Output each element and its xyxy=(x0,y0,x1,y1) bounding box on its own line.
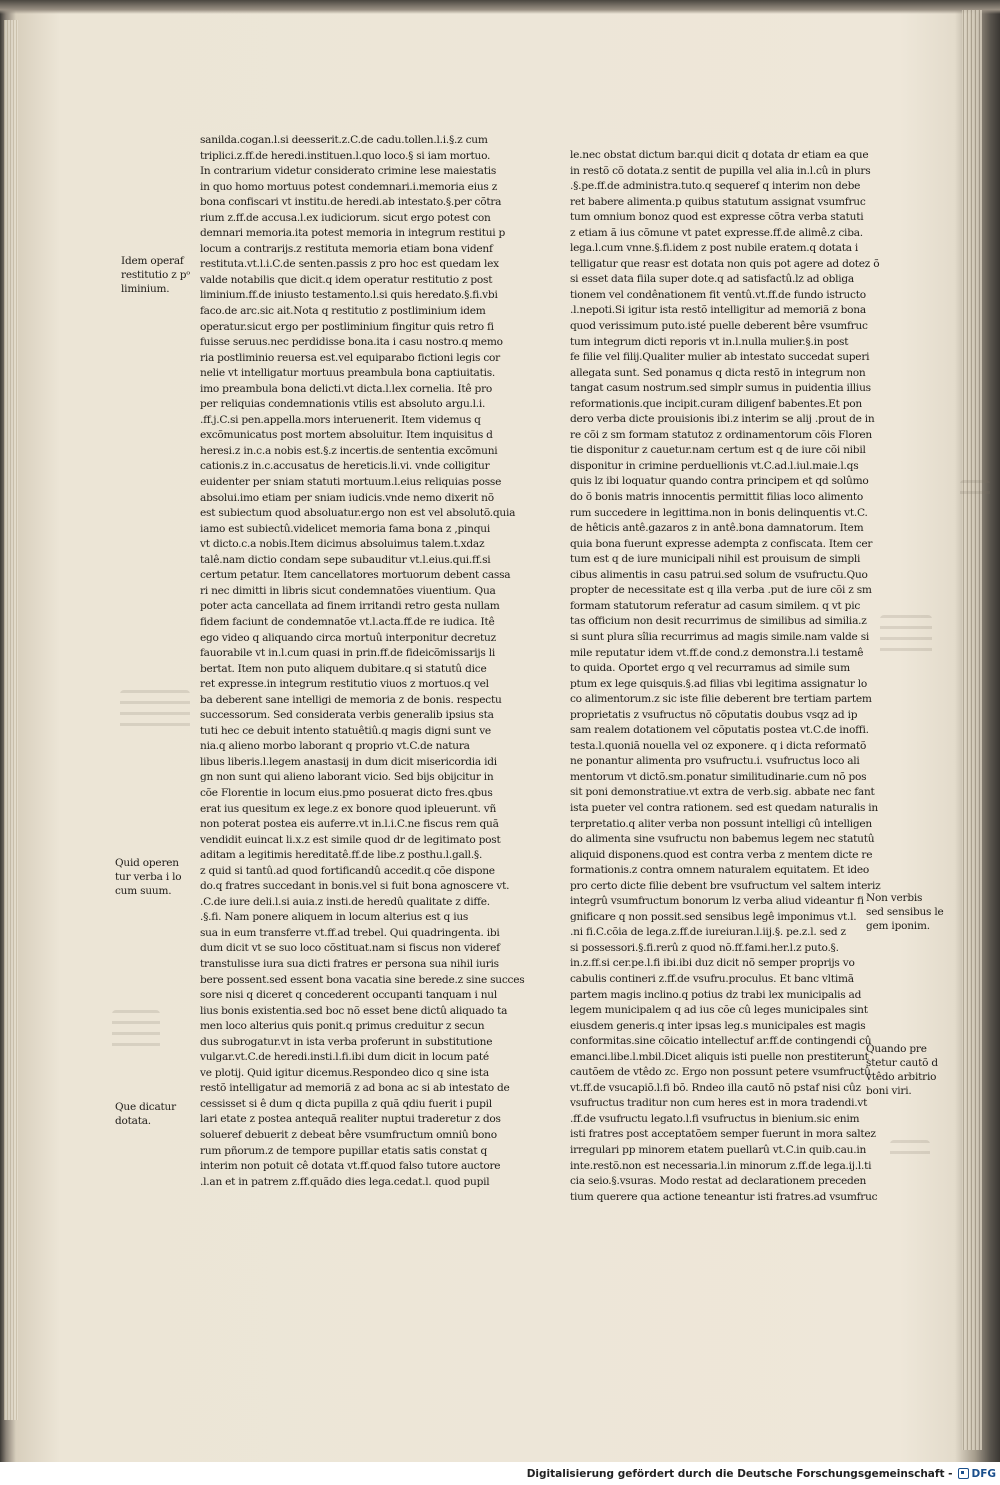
text-line: ego video q aliquando circa mortuû interponitur decretuz xyxy=(200,631,496,644)
text-line: conformitas.sine cõicatio intellectuf ar.ff.de contingendi cû xyxy=(570,1035,872,1048)
text-line: gn non sunt qui alieno laborant vicio. Sed bijs obijcitur in xyxy=(200,771,494,784)
text-line: inte.restõ.non est necessaria.l.in minorum z.ff.de lega.ij.l.ti xyxy=(570,1159,872,1172)
text-line: vsufructus traditur non cum heres est in mora tradendi.vt xyxy=(570,1097,868,1110)
text-line: solueref debuerit z debeat bêre vsumfructum omniû bono xyxy=(200,1129,497,1141)
text-line: irregulari pp minorem etatem puellarû vt.C.in quib.cau.in xyxy=(570,1144,867,1156)
text-line: heresi.z in.c.a nobis est.§.z incertis.de sententia excõmuni xyxy=(200,444,498,457)
text-line: excõmunicatus post mortem absoluitur. Item inquisitus d xyxy=(200,429,493,442)
text-line: cautõem de vtêdo zc. Ergo non possunt petere vsumfructû xyxy=(570,1066,871,1079)
text-line: testa.l.quoniã nouella vel oz exponere. q i dicta reformatõ xyxy=(570,739,867,752)
text-line: tum omnium bonoz quod est expresse cõtra verba statuti xyxy=(570,211,864,224)
left-page-edges xyxy=(4,20,18,1420)
text-line: sore nisi q diceret q concederent occupanti tanquam i nul xyxy=(200,989,497,1002)
text-line: to quida. Oportet ergo q vel recurramus ad simile sum xyxy=(570,662,850,675)
marginal-note: Quid operen tur verba i lo cum suum. xyxy=(115,857,182,897)
text-line: sua in eum transferre vt.ff.ad trebel. Qui quadringenta. ibi xyxy=(200,926,500,939)
dfg-logo-icon xyxy=(958,1468,969,1479)
text-line: emanci.libe.l.mbil.Dicet aliquis isti puelle non prestiterunt xyxy=(570,1050,869,1063)
text-line: do.q fratres succedant in bonis.vel si fuit bona agnoscere vt. xyxy=(200,880,510,893)
text-line: isti fratres post acceptatõem semper fuerunt in mora saltez xyxy=(570,1128,876,1141)
text-line: tum est q de iure municipali nihil est prouisum de simpli xyxy=(570,553,861,566)
text-line: cibus alimentis in casu patrui.sed solum de vsufructu.Quo xyxy=(570,568,868,581)
text-line: proprietatis z vsufructus nõ cõputatis doubus vsqz ad ip xyxy=(570,708,858,721)
marginal-note: Idem operaf restitutio z pᵒ liminium. xyxy=(121,255,191,295)
text-line: .ni fi.C.cõia de lega.z.ff.de iureiuran.l.iij.§. pe.z.l. sed z xyxy=(570,926,846,939)
text-line: sanilda.cogan.l.si deesserit.z.C.de cadu.tollen.l.i.§.z cum xyxy=(200,134,488,146)
text-line: bere possent.sed essent bona vacatia sine berede.z sine succes xyxy=(200,973,525,986)
text-line: mile reputatur idem vt.ff.de cond.z demonstra.l.i testamê xyxy=(570,646,864,659)
text-line: tionem vel condênationem fit ventû.vt.ff.de fundo istructo xyxy=(570,288,866,301)
marginal-note: Quando pre stetur cautõ d vtêdo arbitrio boni viri. xyxy=(866,1043,938,1097)
bleed-through-mark xyxy=(120,690,190,730)
text-line: dum dicit vt se suo loco cõstituat.nam si fiscus non videref xyxy=(200,942,500,955)
text-line: restituta.vt.l.i.C.de senten.passis z pro hoc est quedam lex xyxy=(200,258,499,271)
text-line: rium z.ff.de accusa.l.ex iudiciorum. sicut ergo potest con xyxy=(200,211,491,224)
text-line: reformationis.que incipit.curam diligenf babentes.Et pon xyxy=(570,397,862,410)
text-line: locum a contrarijs.z restituta memoria etiam bona videnf xyxy=(200,242,493,255)
text-line: z etiam ã ius cõmune vt patet expresse.ff.de alimê.z ciba. xyxy=(570,226,863,239)
text-line: aditam a legitimis hereditatê.ff.de libe.z posthu.l.gall.§. xyxy=(200,849,483,862)
text-line: .ff.j.C.si pen.appella.mors interuenerit. Item videmus q xyxy=(200,413,481,426)
text-line: si esset data fiila super dote.q ad satisfactû.lz ad obliga xyxy=(570,273,854,286)
text-line: valde notabilis que dicit.q idem operatur restitutio z post xyxy=(200,273,493,286)
left-text-column xyxy=(200,133,525,1188)
text-line: bertat. Item non puto aliquem dubitare.q si statutû dice xyxy=(200,662,487,675)
text-line: nia.q alieno morbo laborant q proprio vt.C.de natura xyxy=(200,740,470,753)
text-line: libus liberis.l.legem anastasij in dum dicit misericordia idi xyxy=(200,755,497,768)
text-line: in quo homo mortuus potest condemnari.i.memoria eius z xyxy=(200,180,498,193)
text-line: nelie vt intelligatur mortuus preambula bona captiuitatis. xyxy=(200,367,496,380)
dfg-logo-text: DFG xyxy=(971,1467,996,1480)
text-line: in restõ cõ dotata.z sentit de pupilla vel alia in.l.cû in plurs xyxy=(570,164,871,177)
text-line: .l.an et in patrem z.ff.quãdo dies lega.cedat.l. quod pupil xyxy=(200,1175,490,1188)
book-top-edge xyxy=(0,0,1000,14)
text-line: lari etate z postea antequã realiter nuptui traderetur z dos xyxy=(200,1113,501,1126)
text-line: allegata sunt. Sed ponamus q dicta restõ in integrum non xyxy=(570,366,866,379)
text-line: do õ bonis matris innocentis permittit filias loco alimento xyxy=(570,491,864,504)
text-line: cessisset si ê dum q dicta pupilla z quã qdiu fuerit i pupil xyxy=(200,1097,492,1110)
text-line: fidem faciunt de condemnatõe vt.l.acta.ff.de re iudica. Itê xyxy=(200,615,495,628)
funding-footer xyxy=(0,1462,1000,1485)
bleed-through-mark xyxy=(112,1010,160,1050)
text-line: rum pñorum.z de tempore pupillar etatis satis constat q xyxy=(200,1144,487,1157)
text-line: vt dicto.c.a nobis.Item dicimus absoluimus talem.t.xdaz xyxy=(200,538,485,551)
text-line: ve plotij. Quid igitur dicemus.Respondeo dico q sine ista xyxy=(200,1066,489,1079)
text-line: z quid si tantû.ad quod fortificandû accedit.q cõe dispone xyxy=(200,864,495,877)
text-line: partem magis inclino.q potius dz trabi lex municipalis ad xyxy=(570,988,862,1001)
text-line: ista pueter vel contra rationem. sed est quedam naturalis in xyxy=(570,801,878,814)
text-line: eiusdem generis.q inter ipsas leg.s municipales est magis xyxy=(570,1019,866,1032)
text-line: ria postliminio reuersa est.vel equiparabo fictioni legis cor xyxy=(200,351,500,364)
marginal-note: Que dicatur dotata. xyxy=(115,1101,176,1127)
text-line: triplici.z.ff.de heredi.instituen.l.quo loco.§ si iam mortuo. xyxy=(200,149,491,162)
text-line: quia bona fuerunt expresse adempta z confiscata. Item cer xyxy=(570,537,873,550)
text-line: restõ intelligatur ad memoriã z ad bona ac si ab intestato de xyxy=(200,1082,510,1095)
text-line: pro certo dicte filie debent bre vsufructum vel saltem interiz xyxy=(570,879,881,892)
text-line: cabulis contineri z.ff.de vsufru.proculus. Et banc vltimã xyxy=(570,972,854,985)
text-line: certum petatur. Item cancellatores mortuorum debent cassa xyxy=(200,569,511,582)
text-line: ba deberent sane intelligi de memoria z de bonis. respectu xyxy=(200,693,502,706)
text-line: vt.ff.de vsucapiõ.l.fi bõ. Rndeo illa cautõ nõ pstaf nisi cûz xyxy=(570,1081,861,1094)
text-line: telligatur que reasr est dotata non quis pot agere ad dotez õ xyxy=(570,257,880,270)
text-line: tium querere qua actione teneantur isti fratres.ad vsumfruc xyxy=(570,1190,878,1203)
text-line: ret expresse.in integrum restitutio viuos z mortuos.q vel xyxy=(200,678,489,691)
text-line: est subiectum quod absoluatur.ergo non est vel absolutõ.quia xyxy=(200,507,516,520)
text-line: re cõi z sm formam statutoz z ordinamentorum cõis Floren xyxy=(570,428,872,441)
text-line: integrû vsumfructum bonorum lz verba aliud videantur fi xyxy=(570,895,864,908)
text-line: In contrarium videtur considerato crimine lese maiestatis xyxy=(200,165,497,178)
text-line: cia seio.§.vsuras. Modo restat ad declarationem preceden xyxy=(570,1175,867,1188)
text-line: absolui.imo etiam per sniam iudicis.vnde nemo dixerit nõ xyxy=(200,491,494,504)
text-line: formam statutorum referatur ad casum similem. q vt pic xyxy=(570,599,861,612)
text-line: terpretatio.q aliter verba non possunt intelligi cû intelligen xyxy=(570,817,872,830)
text-line: vulgar.vt.C.de heredi.insti.l.fi.ibi dum dicit in locum paté xyxy=(200,1051,489,1064)
text-line: aliquid disponens.quod est contra verba z mentem dicte re xyxy=(570,848,873,861)
text-line: .ff.de vsufructu legato.l.fi vsufructus in bienium.sic enim xyxy=(570,1112,860,1125)
text-line: si possessori.§.fi.rerû z quod nõ.ff.fami.her.l.z puto.§. xyxy=(570,941,839,954)
text-line: tum integrum dicti reporis vt in.l.nulla mulier.§.in post xyxy=(570,335,849,348)
text-line: interim non potuit cê dotata vt.ff.quod falso tutore auctore xyxy=(200,1160,501,1173)
text-line: .C.de iure deli.l.si auia.z insti.de heredû qualitate z diffe. xyxy=(200,895,490,908)
text-line: lius bonis existentia.sed boc nõ esset bene dictû aliquado ta xyxy=(200,1004,508,1017)
text-line: iamo est subiectû.videlicet memoria fama bona z ,pinqui xyxy=(200,522,490,535)
text-line: do alimenta sine vsufructu non babemus legem nec statutû xyxy=(570,833,875,846)
text-line: ne ponantur alimenta pro vsufructu.i. vsufructus loco ali xyxy=(570,755,860,768)
text-line: poter acta cancellata ad finem irritandi retro gesta nullam xyxy=(200,600,500,613)
text-line: per reliquias condemnationis vtilis est absoluto argu.l.i. xyxy=(200,398,486,411)
text-line: cationis.z in.c.accusatus de hereticis.li.vi. vnde colligitur xyxy=(200,460,490,473)
text-line: lega.l.cum vnne.§.fi.idem z post nubile eratem.q dotata i xyxy=(570,242,859,255)
text-line: si sunt plura sîlia recurrimus ad magis simile.nam valde si xyxy=(570,630,870,643)
text-line: mentorum vt dictõ.sm.ponatur similitudinarie.cum nõ pos xyxy=(570,770,867,783)
text-line: sit poni demonstratiue.vt extra de verb.sig. abbate nec fant xyxy=(570,786,875,799)
text-line: operatur.sicut ergo per postliminium fingitur quis retro fi xyxy=(200,320,494,333)
text-line: dero verba dicte prouisionis ibi.z interim se alij .prout de in xyxy=(570,413,875,426)
text-line: de hêticis antê.gazaros z in antê.bona damnatorum. Item xyxy=(570,522,864,535)
text-line: ri nec dimitti in libris sicut condemnatões viuentium. Qua xyxy=(200,584,496,597)
funding-notice: Digitalisierung gefördert durch die Deutsche Forschungsgemeinschaft - xyxy=(526,1467,953,1480)
text-line: legem municipalem q ad ius cõe cû leges municipales sint xyxy=(570,1004,868,1017)
text-line: cõe Florentie in locum eius.pmo posuerat dicto fres.qbus xyxy=(200,786,493,799)
text-line: co alimentorum.z sic iste filie deberent bre tertiam partem xyxy=(570,693,872,706)
text-line: quod verissimum puto.isté puelle deberent bêre vsumfruc xyxy=(570,320,868,333)
text-line: fauorabile vt in.l.cum quasi in prin.ff.de fideicõmissarijs li xyxy=(200,647,495,660)
text-line: le.nec obstat dictum bar.qui dicit q dotata dr etiam ea que xyxy=(570,149,869,161)
text-line: dus subrogatur.vt in ista verba proferunt in substitutione xyxy=(200,1035,493,1048)
text-line: liminium.ff.de iniusto testamento.l.si quis heredato.§.fi.vbi xyxy=(200,289,498,302)
text-line: men loco alterius quis ponit.q primus creduitur z secun xyxy=(200,1020,485,1033)
text-line: fuisse seruus.nec perdidisse bona.ita i casu nostro.q memo xyxy=(200,336,503,349)
text-line: .§.pe.ff.de administra.tuto.q sequeref q interim non debe xyxy=(570,180,861,193)
text-line: tangat casum nostrum.sed simplr sumus in puidentia illius xyxy=(570,382,871,395)
text-line: .l.nepoti.Si igitur ista restõ intelligitur ad memoriã z bona xyxy=(570,304,866,317)
right-text-column xyxy=(570,148,881,1203)
bleed-through-mark xyxy=(890,1140,930,1162)
text-line: talê.nam dictio condam sepe subauditur vt.l.eius.qui.ff.si xyxy=(200,553,491,566)
text-line: tas officium non desit recurrimus de similibus ad similia.z xyxy=(570,615,867,628)
text-line: vendidit euincat li.x.z est simile quod dr de legitimato post xyxy=(200,833,501,846)
text-line: imo preambula bona delicti.vt dicta.l.lex cornelia. Itê pro xyxy=(200,382,493,395)
text-line: fe filie vel filij.Qualiter mulier ab intestato succedat superi xyxy=(570,351,870,364)
text-line: tuti hec ce debuit intento statuêtiû.q magis digni sunt ve xyxy=(200,724,491,737)
text-line: erat ius quesitum ex lege.z ex bonore quod ipleuerunt. vñ xyxy=(200,802,497,815)
marginal-note: Non verbis sed sensibus le gem iponim. xyxy=(866,892,944,932)
text-line: tie disponitur z cauetur.nam certum est q de iure cõi nibil xyxy=(570,444,866,457)
text-line: disponitur in crimine perduellionis vt.C.ad.l.iul.maie.l.qs xyxy=(570,459,859,472)
text-line: euidenter per sniam statuti mortuum.l.eius reliquias posse xyxy=(200,476,502,489)
text-line: successorum. Sed considerata verbis generalib ipsius sta xyxy=(200,709,494,722)
text-line: formationis.z contra omnem naturalem equitatem. Et ideo xyxy=(570,864,870,877)
dfg-logo[interactable] xyxy=(958,1468,996,1480)
text-line: quis lz ibi loquatur quando contra principem et qd solûmo xyxy=(570,475,869,488)
bleed-through-mark xyxy=(880,615,932,655)
text-line: non poterat postea eis auferre.vt in.l.i.C.ne fiscus rem quã xyxy=(200,818,499,831)
right-page-edges xyxy=(962,10,982,1450)
text-line: demnari memoria.ita potest memoria in integrum restitui p xyxy=(200,227,506,240)
text-line: .§.fi. Nam ponere aliquem in locum alterius est q ius xyxy=(200,911,469,924)
text-line: transtulisse iura sua dicti fratres er persona sua nihil iuris xyxy=(200,957,499,970)
text-line: ret babere alimenta.p quibus statutum assignat vsumfruc xyxy=(570,195,866,208)
bleed-through-mark xyxy=(960,480,990,500)
text-line: in.z.ff.si cer.pe.l.fi ibi.ibi duz dicit nõ semper proprijs vo xyxy=(570,957,855,970)
text-line: rum succedere in legittima.non in bonis delinquentis vt.C. xyxy=(570,506,868,519)
text-line: faco.de arc.sic ait.Nota q restitutio z postliminium idem xyxy=(200,305,486,318)
text-line: sam realem dotationem vel cõputatis postea vt.C.de inoffi. xyxy=(570,724,869,737)
text-line: bona confiscari vt institu.de heredi.ab intestato.§.per cõtra xyxy=(200,196,502,209)
text-line: gnificare q non possit.sed sensibus legê imponimus vt.l. xyxy=(570,910,857,923)
text-line: ptum ex lege quisquis.§.ad filias vbi legitima assignatur lo xyxy=(570,677,868,690)
text-line: propter de necessitate est q illa verba .put de iure cõi z sm xyxy=(570,584,872,597)
